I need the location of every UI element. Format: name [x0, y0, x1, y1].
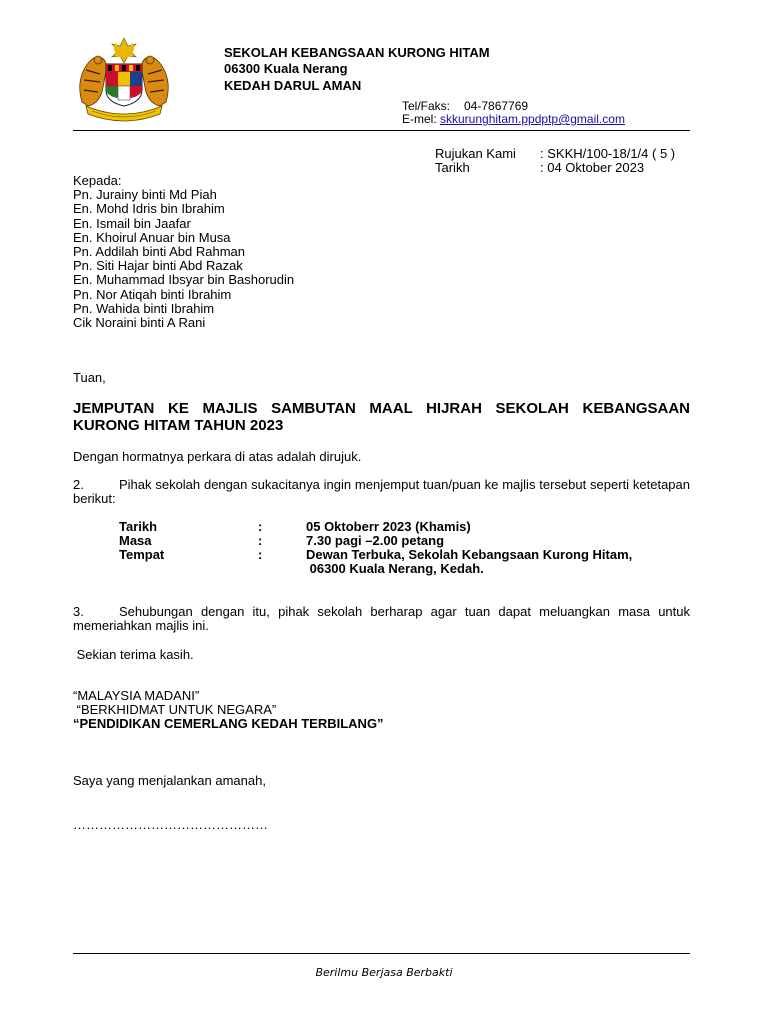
date-label: Tarikh — [435, 160, 470, 175]
event-date-label: Tarikh — [119, 519, 158, 534]
paragraph-3-continuation: memeriahkan majlis ini. — [73, 618, 209, 633]
recipient-name: Pn. Jurainy binti Md Piah — [73, 187, 217, 203]
school-state: KEDAH DARUL AMAN — [224, 78, 362, 93]
event-venue-line-2: 06300 Kuala Nerang, Kedah. — [306, 561, 484, 576]
recipient-name: En. Muhammad Ibsyar bin Bashorudin — [73, 272, 295, 288]
footer-divider — [73, 953, 690, 954]
recipient-name: Pn. Siti Hajar binti Abd Razak — [73, 258, 243, 274]
recipient-name: En. Ismail bin Jaafar — [73, 215, 191, 231]
closing-text: Sekian terima kasih. — [73, 647, 194, 662]
tel-label: Tel/Faks: — [402, 99, 451, 113]
event-venue-line-1: Dewan Terbuka, Sekolah Kebangsaan Kurong Hitam, — [306, 547, 633, 562]
event-date-value: 05 Oktoberr 2023 (Khamis) — [306, 519, 471, 534]
reference-value: : SKKH/100-18/1/4 ( 5 ) — [540, 146, 676, 161]
event-venue-label: Tempat — [119, 547, 165, 562]
intro-paragraph: Dengan hormatnya perkara di atas adalah dirujuk. — [73, 449, 362, 464]
salutation: Tuan, — [73, 370, 106, 385]
signature-line: ……………………………………… — [73, 817, 268, 832]
recipient-name: Cik Noraini binti A Rani — [73, 314, 206, 330]
event-time-value: 7.30 pagi –2.00 petang — [306, 533, 445, 548]
paragraph-2-continuation: berikut: — [73, 491, 116, 506]
event-colon: : — [258, 519, 263, 534]
event-colon: : — [258, 533, 263, 548]
recipient-list — [73, 173, 294, 329]
paragraph-2-first-line: Pihak sekolah dengan sukacitanya ingin menjemput tuan/puan ke majlis tersebut seperti ketetapan — [119, 477, 690, 492]
event-colon: : — [258, 547, 263, 562]
header-divider — [73, 130, 690, 131]
paragraph-3-number: 3. — [73, 604, 84, 619]
recipient-label: Kepada: — [73, 173, 122, 188]
email-label: E-mel: — [402, 112, 437, 126]
tel-value: 04-7867769 — [464, 99, 529, 113]
reference-label: Rujukan Kami — [435, 146, 516, 161]
recipient-name: Pn. Nor Atiqah binti Ibrahim — [73, 286, 232, 302]
paragraph-3-first-line: Sehubungan dengan itu, pihak sekolah berharap agar tuan dapat meluangkan masa untuk — [119, 604, 690, 619]
letter-subject: JEMPUTAN KE MAJLIS SAMBUTAN MAAL HIJRAH SEKOLAH KEBANGSAAN KURONG HITAM TAHUN 2023 — [73, 400, 690, 434]
email-link[interactable]: skkurunghitam.ppdptp@gmail.com — [440, 112, 625, 126]
recipient-name: Pn. Wahida binti Ibrahim — [73, 300, 215, 316]
recipient-name: En. Khoirul Anuar bin Musa — [73, 229, 231, 245]
school-address: 06300 Kuala Nerang — [224, 61, 348, 76]
date-value: : 04 Oktober 2023 — [540, 160, 645, 175]
slogan-pendidikan: “PENDIDIKAN CEMERLANG KEDAH TERBILANG” — [73, 716, 384, 731]
paragraph-2-number: 2. — [73, 477, 84, 492]
coat-of-arms-logo — [72, 32, 176, 124]
slogan-berkhidmat: “BERKHIDMAT UNTUK NEGARA” — [73, 702, 277, 717]
signature-label: Saya yang menjalankan amanah, — [73, 773, 266, 788]
event-time-label: Masa — [119, 533, 152, 548]
recipient-name: En. Mohd Idris bin Ibrahim — [73, 201, 225, 217]
footer-motto: Berilmu Berjasa Berbakti — [315, 966, 453, 979]
school-name: SEKOLAH KEBANGSAAN KURONG HITAM — [224, 45, 490, 60]
recipient-name: Pn. Addilah binti Abd Rahman — [73, 243, 246, 259]
slogan-malaysia-madani: “MALAYSIA MADANI” — [73, 688, 200, 703]
